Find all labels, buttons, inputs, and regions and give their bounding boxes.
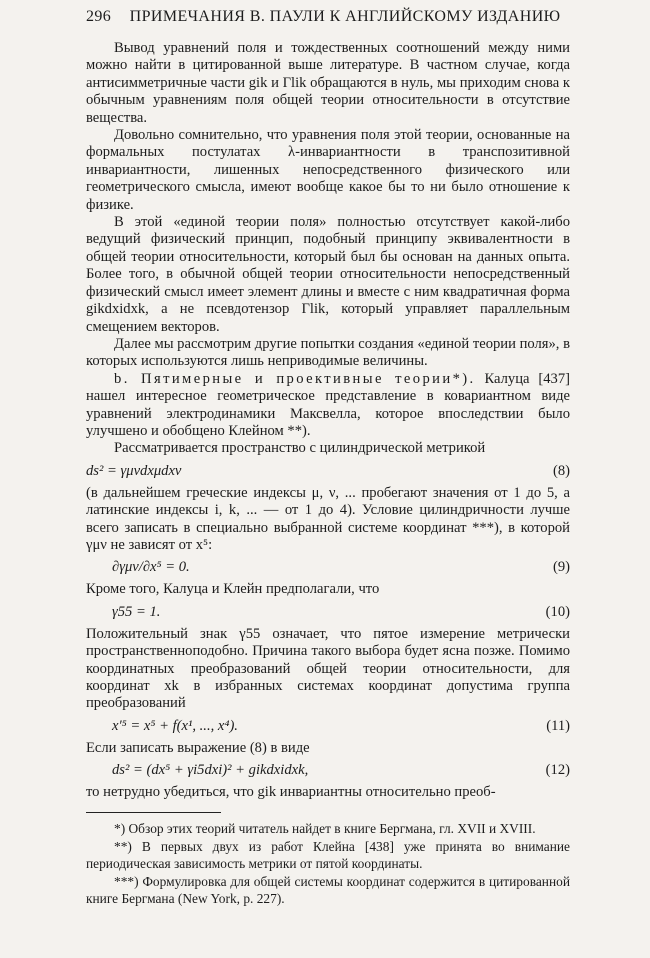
paragraph-doubt: Довольно сомнительно, что уравнения поля этой теории, основанные на формальных постулатах λ-инвариантности в транспозитивной инвариантности, лишенных непосредственного физического или геометрического смысла, имеют вообще какое бы то ни было отношение к физике. xyxy=(86,127,570,213)
paragraph-metric: Рассматривается пространство с цилиндрической метрикой xyxy=(114,440,486,457)
footnote-divider xyxy=(86,812,221,813)
equation-9-formula: ∂γμν/∂x⁵ = 0. xyxy=(112,559,190,576)
equation-11 xyxy=(86,713,570,740)
section-b xyxy=(86,371,570,441)
equation-12-formula: ds² = (dx⁵ + γi5dxi)² + gikdxidxk, xyxy=(112,762,309,779)
running-title: ПРИМЕЧАНИЯ В. ПАУЛИ К АНГЛИЙСКОМУ ИЗДАНИЮ xyxy=(129,8,561,25)
paragraph-other-attempts: Далее мы рассмотрим другие попытки создания «единой теории поля», в которых используются лишь неприводимые величины. xyxy=(86,335,570,370)
page-header xyxy=(86,8,606,34)
equation-8 xyxy=(86,458,570,485)
paragraph-invariance: то нетрудно убедиться, что gik инвариантны относительно преоб- xyxy=(86,784,496,801)
equation-8-formula: ds² = γμνdxμdxν xyxy=(86,462,182,479)
section-b-heading: b. Пятимерные и проективные теории*). xyxy=(114,370,476,387)
equation-10 xyxy=(86,599,570,626)
paragraph-indices: (в дальнейшем греческие индексы μ, ν, ... пробегают значения от 1 до 5, а латинские индексы i, k, ... — от 1 до 4). Условие цилиндричности лучше всего записать в специально выбранной системе координат ***), в которой γμν не зависят от x⁵: xyxy=(86,484,570,553)
paragraph-kaluza-klein: Кроме того, Калуца и Клейн предполагали, что xyxy=(86,581,380,598)
paragraph-positive-sign: Положительный знак γ55 означает, что пятое измерение метрически пространственноподобно. Причина такого выбора будет ясна позже. Помимо координатных преобразований общей теории относительности, для координат xk в избранных системах координат допустима группа преобразований xyxy=(86,625,570,712)
footnote-3: ***) Формулировка для общей системы координат содержится в цитированной книге Бергмана (New York, p. 227). xyxy=(86,874,570,906)
equation-12-number: (12) xyxy=(545,762,570,779)
paragraph-unified-theory: В этой «единой теории поля» полностью отсутствует какой-либо ведущий физический принцип, подобный принципу эквивалентности в общей теории относительности, который был бы основан на данных опыта. Более того, в обычной общей теории относительности непосредственный физический смысл имеет элемент длины и вместе с ним квадратичная форма gikdxidxk, а не псевдотензор Γlik, который управляет параллельным смещением векторов. xyxy=(86,214,570,335)
paragraph-field-equations: Вывод уравнений поля и тождественных соотношений между ними можно найти в цитированной выше литературе. В частном случае, когда антисимметричные части gik и Γlik обращаются в нуль, мы приходим снова к обычным уравнениям поля общей теории относительности в отсутствие вещества. xyxy=(86,40,570,126)
footnote-2: **) В первых двух из работ Клейна [438] уже принята во внимание периодическая зависимость метрики от пятой координаты. xyxy=(86,839,570,871)
footnote-1: *) Обзор этих теорий читатель найдет в книге Бергмана, гл. XVII и XVIII. xyxy=(114,820,536,836)
main-text xyxy=(86,40,570,910)
equation-8-number: (8) xyxy=(552,462,570,479)
section-b-text: Калуца [437] нашел интересное геометрическое представление в ковариантном виде уравнений электродинамики Максвелла, которое впоследствии было улучшено и обобщено Клейном **). xyxy=(86,370,570,439)
equation-10-number: (10) xyxy=(545,603,570,620)
equation-11-formula: x′⁵ = x⁵ + f(x¹, ..., x⁴). xyxy=(112,717,238,734)
equation-9 xyxy=(86,554,570,581)
equation-9-number: (9) xyxy=(552,559,570,576)
equation-12 xyxy=(86,757,570,784)
page-number: 296 xyxy=(86,8,112,25)
equation-10-formula: γ55 = 1. xyxy=(112,603,161,620)
equation-11-number: (11) xyxy=(546,717,570,734)
paragraph-expression: Если записать выражение (8) в виде xyxy=(86,739,310,756)
